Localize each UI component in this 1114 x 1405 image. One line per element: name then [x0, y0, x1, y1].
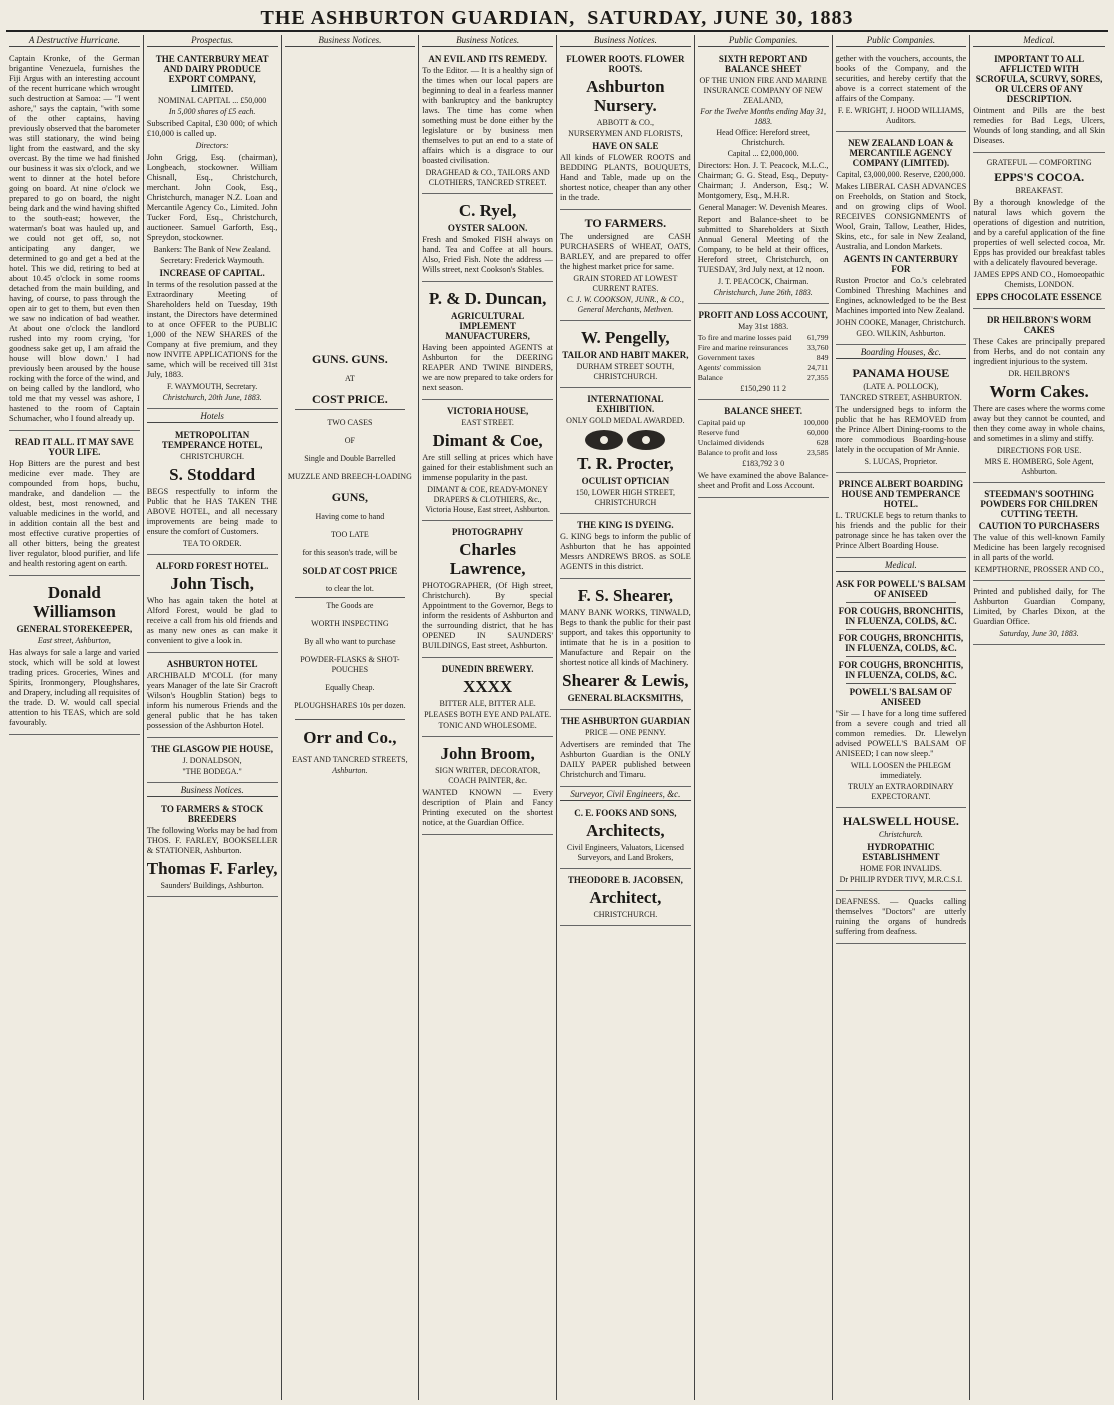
surveyor-header: Surveyor, Civil Engineers, &c.: [560, 789, 691, 801]
hotel-proprietor: J. DONALDSON,: [182, 756, 242, 765]
ad-line: BREAKFAST.: [1015, 186, 1063, 195]
ad-line: FOR COUGHS, BRONCHITIS, IN FLUENZA, COLDS, &C.: [838, 660, 964, 680]
ad-name: P. & D. Duncan,: [428, 289, 547, 308]
ad-subtitle: AGENTS IN CANTERBURY FOR: [843, 254, 959, 274]
signature-date: Christchurch, June 26th, 1883.: [713, 288, 813, 297]
xxxx: XXXX: [463, 677, 513, 696]
ad-title: PRINCE ALBERT BOARDING HOUSE AND TEMPERANCE HOTEL.: [838, 479, 964, 509]
alford-forest-hotel: [147, 557, 278, 653]
ad-subtitle: TAILOR AND HABIT MAKER,: [562, 350, 689, 360]
eye-icon: [585, 430, 623, 450]
ad-line: to clear the lot.: [325, 584, 374, 593]
table-row: Reserve fund 60,000: [697, 428, 829, 437]
pengelly-ad: [560, 323, 691, 388]
union-insurance-report: [698, 50, 829, 304]
ad-name: C. Ryel,: [458, 201, 517, 220]
king-dyeing-ad: [560, 516, 691, 579]
report-sub: OF THE UNION FIRE AND MARINE INSURANCE COMPANY OF NEW ZEALAND,: [699, 76, 827, 105]
ad-line: DR. HEILBRON'S: [1008, 369, 1070, 378]
article-text: To the Editor. — It is a healthy sign of the times when our local papers are beginning to deal in a fearless manner with bankruptcy and the bankruptcy laws. The time has come when something must be done either by the legislature or by business men themselves to put an end to a state of affairs which is a disgrace to our boasted civilisation.: [422, 66, 553, 165]
imprint-date: Saturday, June 30, 1883.: [999, 629, 1079, 638]
ad-name: Charles Lawrence,: [449, 540, 526, 578]
ad-line: Civil Engineers, Valuators, Licensed Surveyors, and Land Brokers,: [566, 843, 684, 862]
ad-line: MUZZLE AND BREECH-LOADING: [287, 472, 412, 481]
ad-line: AT: [344, 374, 355, 383]
ad-name: Shearer & Lewis,: [562, 671, 689, 690]
brewery-ad: [422, 660, 553, 737]
signature: J. T. PEACOCK, Chairman.: [718, 277, 809, 286]
report-text: Report and Balance-sheet to be submitted to Shareholders at Sixth Annual General Meeting of the Company, to be held at their offices, Hereford street, Christchurch, on TUESDAY, 3rd July next, at 12 noon.: [697, 215, 829, 274]
ad-line: JOHN COOKE, Manager, Christchurch.: [836, 318, 966, 327]
ad-text: The following Works may be had from THOS. F. FARLEY, BOOKSELLER & STATIONER, Ashburton.: [146, 826, 278, 855]
eye-icon: [627, 430, 665, 450]
nursery-ad: [560, 50, 691, 210]
ointment-ad: [973, 50, 1105, 153]
ad-line: Ashburton.: [332, 766, 368, 775]
imprint: [973, 583, 1105, 645]
ad-text: These Cakes are principally prepared from Herbs, and do not contain any ingredient injurious to the system.: [973, 337, 1105, 366]
hotel-proprietor: John Tisch,: [170, 574, 254, 593]
panama-house-ad: [836, 362, 967, 473]
nominal-capital: NOMINAL CAPITAL ... £50,000: [157, 96, 267, 105]
ad-line: PLEASES BOTH EYE AND PALATE.: [424, 710, 552, 719]
column-6: [695, 35, 833, 1400]
ad-line: GRAIN STORED AT LOWEST CURRENT RATES.: [573, 274, 678, 293]
auditors: F. E. WRIGHT, J. HOOD WILLIAMS, Auditors.: [837, 106, 964, 125]
ad-line: POWDER-FLASKS & SHOT-POUCHES: [300, 655, 400, 674]
ad-name: T. R. Procter,: [577, 454, 674, 473]
bs-note: We have examined the above Balance-sheet and Profit and Loss Account.: [697, 471, 829, 490]
pl-title: PROFIT AND LOSS ACCOUNT,: [698, 310, 828, 320]
column-header: A Destructive Hurricane.: [9, 35, 140, 47]
fooks-ad: [560, 804, 691, 869]
increase-title: INCREASE OF CAPITAL.: [159, 268, 265, 278]
ad-name: Thomas F. Farley,: [146, 859, 278, 878]
capital: Capital ... £2,000,000.: [727, 149, 799, 158]
dimant-ad: [422, 402, 553, 521]
ad-text: PHOTOGRAPHER, (Of High street, Christchurch). By special Appointment to the Governor, Begs to inform the residents of Ashburton and the surrounding district, that he has OPENED IN SAUNDERS' BUILDINGS, East street, Ashburton.: [422, 581, 553, 650]
column-7: [833, 35, 971, 1400]
ad-line: ONLY GOLD MEDAL AWARDED.: [566, 416, 685, 425]
hotel-title: ALFORD FOREST HOTEL.: [155, 561, 269, 571]
bs-total: £183,792 3 0: [742, 459, 785, 468]
column-5: [557, 35, 695, 1400]
powell-balsam-ad: [836, 575, 967, 808]
ad-text: MANY BANK WORKS, TINWALD, Begs to thank the public for their past support, and takes this opportunity to intimate that he is in a position to Manufacture and Repair on the shortest notice all kinds of Machinery.: [560, 608, 691, 667]
ad-line: OF: [344, 436, 355, 445]
ad-title: THE KING IS DYEING.: [577, 520, 674, 530]
ad-text: DEAFNESS. — Quacks calling themselves "Doctors" are utterly ruining the organs of hundreds suffering from deafness.: [835, 897, 967, 936]
williamson-ad: [9, 578, 140, 735]
hop-bitters-ad: [9, 433, 140, 576]
steedman-ad: [973, 485, 1105, 581]
farmers-ad: [560, 212, 691, 321]
article-title: AN EVIL AND ITS REMEDY.: [428, 54, 547, 64]
ad-text: The undersigned begs to inform the public that he has REMOVED from the Prince Albert Dining-rooms to the more commodious Boarding-house lately in the occupation of Mr Annie.: [835, 405, 967, 454]
column-header: Public Companies.: [836, 35, 967, 47]
ad-line: By all who want to purchase: [304, 637, 396, 646]
ad-title: THE ASHBURTON GUARDIAN: [560, 716, 690, 726]
ad-subtitle: SIGN WRITER, DECORATOR, COACH PAINTER, &c.: [435, 766, 541, 785]
ad-address: DIMANT & COE, READY-MONEY DRAPERS & CLOTHIERS, &c., Victoria House, East street, Ashburton.: [425, 485, 550, 514]
ad-text: By a thorough knowledge of the natural laws which govern the operations of digestion and nutrition, and by a careful application of the fine properties of well selected cocoa, Mr. Epps has provided our breakfast tables with a delicately flavoured beverage.: [973, 198, 1105, 267]
guardian-ad: [560, 712, 691, 787]
ad-address: 150, LOWER HIGH STREET, CHRISTCHURCH: [575, 488, 675, 507]
ad-text: Hop Bitters are the purest and best medicine ever made. They are compounded from hops, buchu, mandrake, and dandelion — the oldest, best, most renowned, and valuable medicines in the world, and in addition contain all the best and most effective curative properties of all other bitters, being the greatest liver regulator, blood purifier, and life and health restoring agent on earth.: [9, 459, 140, 568]
ad-subtitle: GENERAL BLACKSMITHS,: [567, 693, 684, 703]
column-header: Prospectus.: [147, 35, 278, 47]
ad-line: SOLD AT COST PRICE: [302, 566, 398, 576]
metropolitan-hotel: [147, 426, 278, 555]
ad-title: HALSWELL HOUSE.: [842, 814, 959, 828]
article-text: Captain Kronke, of the German brigantine Venezuela, furnishes the Fiji Argus with an interesting account of the recent hurricane which wrought such destruction at Samoa: — "I went ashore," says the captain, "with some of the other captains, having previously observed that the barometer was still stationary, the wind being light from the eastward, and the sky overcast. By the time we had finished our business it was six o'clock, and we went to dinner at the hotel before going on board. At nine o'clock we prepared to go on board, the night being dark and the wind having shifted to the south-east; however, the waterman's boat was hauled up, and we could not get off, so, not anticipating any danger, we determined to go and get a bed at the hotel. This we did, retiring to bed at about 10.45 o'clock in some rooms detached from the main building, and having, of course, to pass through the open air to get to them, but even then we saw no indication of bad weather. At about one o'clock the landlord rushed into my room crying, 'for goodness sake get up, I am afraid the house will blow down.' I had previously been aroused by the house rocking with the force of the wind, and on being called by the landlord, who told me that my vessel was ashore, I hastened to the room of Captain Schumacher, who I found already up.: [9, 54, 140, 423]
bankers: Bankers: The Bank of New Zealand.: [153, 245, 271, 254]
shares: In 5,000 shares of £5 each.: [168, 107, 256, 116]
ad-name: Ashburton Nursery.: [586, 77, 665, 115]
ad-line: TONIC AND WHOLESOME.: [438, 721, 537, 730]
hotel-text: BEGS respectfully to inform the Public that he HAS TAKEN THE ABOVE HOTEL, and all necessary improvements are being made to ensure the comfort of Customers.: [146, 487, 278, 536]
ad-text: "Sir — I have for a long time suffered from a severe cough and tried all common remedies. Dr. Llewelyn advised POWELL'S BALSAM OF ANISEED; I can now sleep.": [835, 709, 967, 758]
table-row: Capital paid up 100,000: [697, 418, 829, 427]
table-row: Agents' commission 24,711: [697, 363, 829, 372]
ad-title: READ IT ALL. IT MAY SAVE YOUR LIFE.: [14, 437, 134, 457]
increase-text: In terms of the resolution passed at the Extraordinary Meeting of Shareholders held on Tuesday, 19th instant, the Directors have determined to at once OFFER to the PUBLIC 1,000 of the NEW SHARES of the Company at five premium, and they now INVITE APPLICATIONS for the same, which will be received till 31st July, 1883.: [146, 280, 278, 379]
ad-title: STEEDMAN'S SOOTHING POWDERS FOR CHILDREN CUTTING TEETH.: [980, 489, 1098, 519]
ad-title: TO FARMERS & STOCK BREEDERS: [160, 804, 264, 824]
ad-text: Ruston Proctor and Co.'s celebrated Combined Threshing Machines and Engines, acknowledged to be the Best Machines imported into New Zealand.: [835, 276, 967, 315]
ad-line: ASK FOR POWELL'S BALSAM OF ANISEED: [835, 579, 966, 599]
column-1: [6, 35, 144, 1400]
hotel-title: METROPOLITAN TEMPERANCE HOTEL,: [161, 430, 263, 450]
ad-line: HYDROPATHIC ESTABLISHMENT: [862, 842, 940, 862]
lawrence-ad: [422, 523, 553, 658]
column-2: [144, 35, 282, 1400]
ad-line: EAST AND TANCRED STREETS,: [292, 755, 408, 764]
nz-loan-ad: [836, 134, 967, 345]
ad-line: HAVE ON SALE: [592, 141, 659, 151]
pl-table: [698, 333, 829, 383]
ad-text: Advertisers are reminded that The Ashburton Guardian is the ONLY DAILY PAPER published between Christchurch and Timaru.: [560, 740, 691, 779]
columns: [6, 35, 1108, 1400]
ad-title: C. E. FOOKS AND SONS,: [574, 808, 677, 818]
ad-line: Having come to hand: [315, 512, 385, 521]
ad-line: Dr PHILIP RYDER TIVY, M.R.C.S.I.: [839, 875, 963, 884]
ad-address: JAMES EPPS AND CO., Homoeopathic Chemists, LONDON.: [973, 270, 1105, 289]
ad-text: L. TRUCKLE begs to return thanks to his friends and the public for their patronage since he has taken over the Prince Albert Boarding House.: [835, 511, 967, 550]
report-title: SIXTH REPORT AND BALANCE SHEET: [718, 54, 808, 74]
ad-line: PRICE — ONE PENNY.: [585, 728, 666, 737]
hotel-text: Who has again taken the hotel at Alford Forest, would be glad to receive a call from his old friends and as many new ones as can make it convenient to give a look in.: [146, 596, 278, 645]
ad-text: The value of this well-known Family Medicine has been largely recognised in all parts of the world.: [973, 533, 1105, 562]
wanted-known: WANTED KNOWN — Every description of Plain and Fancy Printing executed on the shortest notice, at the Guardian Office.: [422, 788, 553, 827]
masthead-title: THE ASHBURTON GUARDIAN,: [260, 7, 576, 29]
shearer-ad: [560, 581, 691, 710]
ad-address: TANCRED STREET, ASHBURTON.: [840, 393, 962, 402]
ad-line: The Goods are: [326, 601, 374, 610]
ad-name: F. S. Shearer,: [577, 586, 673, 605]
hotel-text: ARCHIBALD M'COLL (for many years Manager of the late Sir Cracroft Wilson's Hougblin Station) begs to inform his numerous Friends and the general public that he has taken possession of the Ashburton Hotel.: [146, 671, 278, 730]
ad-line: WORTH INSPECTING: [311, 619, 389, 628]
ad-title: DR HEILBRON'S WORM CAKES: [986, 315, 1092, 335]
date: Christchurch, 20th June, 1883.: [162, 393, 262, 402]
ad-text: Ointment and Pills are the best remedies for Bad Legs, Ulcers, Wounds of long standing, and all Skin Diseases.: [973, 106, 1105, 145]
ad-title: PHOTOGRAPHY: [451, 527, 524, 537]
ad-text: There are cases where the worms come away but they cannot be counted, and then they come away in whole chains, and sometimes in a slimy and stiffy.: [973, 404, 1105, 443]
ad-title: FLOWER ROOTS. FLOWER ROOTS.: [566, 54, 685, 74]
subscribed: Subscribed Capital, £30 000; of which £10,000 is called up.: [146, 119, 278, 138]
directors: John Grigg, Esq. (chairman), Longbeach, stockowner. William Chisnall, Esq., Christchurch, merchant. John Cook, Esq., Christchurch, manager N.Z. Loan and Mercantile Agency Co., Limited. John Tucker Ford, Esq., Christchurch, auctioneer. Samuel Garforth, Esq., Spreydon, stockowner.: [146, 153, 278, 242]
epps-cocoa-ad: [973, 155, 1105, 309]
masthead-date: SATURDAY, JUNE 30, 1883: [587, 7, 854, 29]
halswell-house-ad: [836, 810, 967, 891]
ad-subtitle: CAUTION TO PURCHASERS: [978, 521, 1100, 531]
glasgow-pie-house: [147, 740, 278, 783]
guns-heading: GUNS. GUNS.: [312, 352, 388, 366]
ad-text: The undersigned are CASH PURCHASERS of WHEAT, OATS, BARLEY, and are prepared to offer the highest market price for same.: [560, 232, 691, 271]
farley-ad: [147, 800, 278, 897]
bs-title: BALANCE SHEET.: [724, 406, 803, 416]
ad-title: EPPS'S COCOA.: [994, 170, 1085, 184]
prospectus-title: THE CANTERBURY MEAT AND DAIRY PRODUCE EXPORT COMPANY, LIMITED.: [155, 54, 269, 94]
table-row: Balance to profit and loss 23,585: [697, 448, 829, 457]
prospectus: [147, 50, 278, 409]
report-year: For the Twelve Months ending May 31, 1883.: [700, 107, 827, 126]
hotel-bodega: "THE BODEGA.": [182, 767, 242, 776]
draghead: DRAGHEAD & CO., TAILORS AND CLOTHIERS, TANCRED STREET.: [425, 168, 550, 187]
hotel-extra: TEA TO ORDER.: [182, 539, 242, 548]
boarding-header: Boarding Houses, &c.: [836, 347, 967, 359]
signature: F. WAYMOUTH, Secretary.: [167, 382, 258, 391]
hotel-sub: CHRISTCHURCH.: [180, 452, 245, 461]
ad-title: PANAMA HOUSE: [852, 366, 950, 380]
ad-name: Architects,: [586, 821, 665, 840]
ad-line: EPPS CHOCOLATE ESSENCE: [976, 292, 1102, 302]
ad-line: COST PRICE.: [311, 392, 388, 406]
hotel-title: THE GLASGOW PIE HOUSE,: [151, 744, 274, 754]
ad-text: Having been appointed AGENTS at Ashburton for the DEERING REAPER AND TWINE BINDERS, we are now prepared to take orders for next season.: [422, 343, 553, 392]
ad-line: S. LUCAS, Proprietor.: [864, 457, 938, 466]
balance-sheet: [698, 402, 829, 498]
ad-line: MRS E. HOMBERG, Sole Agent, Ashburton.: [984, 457, 1094, 476]
ad-line: POWELL'S BALSAM OF ANISEED: [849, 687, 953, 707]
column-3: [282, 35, 420, 1400]
ad-line: C. J. W. COOKSON, JUNR., & CO., General Merchants, Methven.: [566, 295, 684, 314]
auditors-note: [836, 50, 967, 132]
spectacles-illustration: [560, 430, 691, 450]
ad-line: BITTER ALE, BITTER ALE.: [439, 699, 536, 708]
table-row: Unclaimed dividends 628: [697, 438, 829, 447]
ad-title: NEW ZEALAND LOAN & MERCANTILE AGENCY COMPANY (LIMITED).: [848, 138, 954, 168]
prince-albert-ad: [836, 475, 967, 558]
ad-text: Has always for sale a large and varied stock, which will be sold at lowest trading prices. Groceries, Wines and Spirits, Ironmongery, Ploughshares, and Drapery, including all requisites of the trade. D. W. would call special attention to his TEAS, which are sold favourably.: [9, 648, 140, 727]
masthead: [6, 4, 1108, 32]
table-row: Fire and marine reinsurances 33,760: [697, 343, 829, 352]
ad-title: THEODORE B. JACOBSEN,: [567, 875, 683, 885]
ad-line: TWO CASES: [327, 418, 373, 427]
deafness-ad: [836, 893, 967, 944]
ad-line: PLOUGHSHARES 10s per dozen.: [294, 701, 406, 710]
ad-subtitle: AGRICULTURAL IMPLEMENT MANUFACTURERS,: [445, 311, 530, 341]
broom-ad: [422, 739, 553, 835]
column-header: Business Notices.: [422, 35, 553, 47]
ad-address: CHRISTCHURCH.: [593, 910, 658, 919]
hotels-header: Hotels: [147, 411, 278, 423]
ad-title: TO FARMERS.: [584, 216, 667, 230]
ad-text: All kinds of FLOWER ROOTS and BEDDING PLANTS, BOUQUETS, Hand and Table, made up on the shortest notice, cheaper than any other in the trade.: [560, 153, 691, 202]
duncan-ad: [422, 284, 553, 400]
bs-table: [698, 418, 829, 458]
ad-title: INTERNATIONAL EXHIBITION.: [587, 394, 664, 414]
directors-label: Directors:: [195, 141, 229, 150]
ad-line: HOME FOR INVALIDS.: [859, 864, 942, 873]
ad-subtitle: OCULIST OPTICIAN: [581, 476, 670, 486]
ad-line: Capital, £3,000,000. Reserve, £200,000.: [836, 170, 966, 179]
ad-line: KEMPTHORNE, PROSSER AND CO.,: [974, 565, 1104, 574]
manager: General Manager: W. Devenish Meares.: [698, 203, 828, 212]
ad-line: ABBOTT & CO.,: [596, 118, 654, 127]
column-header: Business Notices.: [560, 35, 691, 47]
ad-name: Dimant & Coe,: [432, 431, 543, 450]
ad-line: Equally Cheap.: [325, 683, 375, 692]
ad-text: Fresh and Smoked FISH always on hand. Tea and Coffee at all hours. Also, Fried Fish. Note the address — Wills street, next Cookson's Stables.: [422, 235, 553, 274]
ad-line: GRATEFUL — COMFORTING: [986, 158, 1092, 167]
ryel-ad: [422, 196, 553, 282]
ad-name: John Broom,: [440, 744, 535, 763]
hurricane-article: [9, 50, 140, 431]
ad-subtitle: GENERAL STOREKEEPER,: [16, 624, 133, 634]
heilbron-ad: [973, 311, 1105, 483]
ad-name: W. Pengelly,: [581, 328, 670, 347]
profit-loss-account: [698, 306, 829, 400]
ad-line: NURSERYMEN AND FLORISTS,: [568, 129, 683, 138]
business-header: Business Notices.: [147, 785, 278, 797]
jacobsen-ad: [560, 871, 691, 926]
hotel-title: ASHBURTON HOTEL: [166, 659, 258, 669]
table-row: To fire and marine losses paid 61,799: [697, 333, 829, 342]
table-row: Government taxes 849: [697, 353, 829, 362]
column-4: [419, 35, 557, 1400]
evil-remedy: [422, 50, 553, 194]
ad-text: Makes LIBERAL CASH ADVANCES on Freeholds, on Station and Stock, and on growing clips of Wool. RECEIVES CONSIGNMENTS of Wool, Grain, Tallow, Leather, Hides, Skins, etc., for sale in New Zealand, Australia, and London Markets.: [835, 182, 967, 251]
ashburton-hotel: [147, 655, 278, 738]
ad-name: Donald Williamson: [32, 583, 116, 621]
ad-line: DIRECTIONS FOR USE.: [997, 446, 1082, 455]
ad-text: Are still selling at prices which have gained for their establishment such an immense popularity in the past.: [422, 453, 553, 482]
ad-line: Christchurch.: [878, 830, 923, 839]
head-office: Head Office: Hereford street, Christchurch.: [716, 128, 810, 147]
ad-line: TRULY an EXTRAORDINARY EXPECTORANT.: [848, 782, 954, 801]
ad-address: East street, Ashburton,: [37, 636, 111, 645]
ad-text: G. KING begs to inform the public of Ashburton that he has appointed Messrs ANDREWS BROS. as SOLE AGENTS in this district.: [560, 532, 691, 571]
orr-and-co: Orr and Co.,: [303, 728, 397, 747]
ad-subtitle: EAST STREET.: [461, 418, 514, 427]
ad-line: GEO. WILKIN, Ashburton.: [856, 329, 946, 338]
column-8: [970, 35, 1108, 1400]
column-header: Medical.: [973, 35, 1105, 47]
secretary: Secretary: Frederick Waymouth.: [160, 256, 265, 265]
ad-line: FOR COUGHS, BRONCHITIS, IN FLUENZA, COLDS, &C.: [838, 606, 964, 626]
column-header: Business Notices.: [285, 35, 416, 47]
directors: Directors: Hon. J. T. Peacock, M.L.C., Chairman; G. G. Stead, Esq., Deputy-Chairman; J. Anderson, Esq.; W. Montgomery, Esq., M.H.R.: [697, 161, 829, 200]
ad-name: Worm Cakes.: [989, 382, 1089, 401]
ad-line: Single and Double Barrelled: [304, 454, 396, 463]
ad-address: DURHAM STREET SOUTH, CHRISTCHURCH.: [576, 362, 675, 381]
hotel-proprietor: S. Stoddard: [169, 465, 256, 484]
column-header: Public Companies.: [698, 35, 829, 47]
ad-address: Saunders' Buildings, Ashburton.: [160, 881, 264, 890]
medical-header: Medical.: [836, 560, 967, 572]
auditors-text: gether with the vouchers, accounts, the books of the Company, and the securities, and hereby certify that the above is a correct statement of the affairs of the Company.: [835, 54, 967, 103]
ad-title: VICTORIA HOUSE,: [446, 406, 529, 416]
ad-line: TOO LATE: [330, 530, 369, 539]
ad-subtitle: OYSTER SALOON.: [447, 223, 528, 233]
ad-title: IMPORTANT TO ALL AFFLICTED WITH SCROFULA, SCURVY, SORES, OR ULCERS OF ANY DESCRIPTION.: [975, 54, 1103, 104]
ad-line: WILL LOOSEN the PHLEGM immediately.: [850, 761, 951, 780]
ad-line: FOR COUGHS, BRONCHITIS, IN FLUENZA, COLDS, &C.: [838, 633, 964, 653]
ad-line: for this season's trade, will be: [302, 548, 398, 557]
ad-line: GUNS,: [331, 490, 369, 504]
ad-name: Architect,: [589, 888, 662, 907]
procter-ad: [560, 390, 691, 514]
table-row: Balance 27,355: [697, 373, 829, 382]
pl-total: £150,290 11 2: [740, 384, 786, 393]
ad-line: (LATE A. POLLOCK),: [863, 382, 939, 391]
imprint-text: Printed and published daily, for The Ashburton Guardian Company, Limited, by Charles Dixon, at the Guardian Office.: [973, 587, 1105, 626]
pl-date: May 31st 1883.: [738, 322, 789, 331]
ad-title: DUNEDIN BREWERY.: [441, 664, 534, 674]
